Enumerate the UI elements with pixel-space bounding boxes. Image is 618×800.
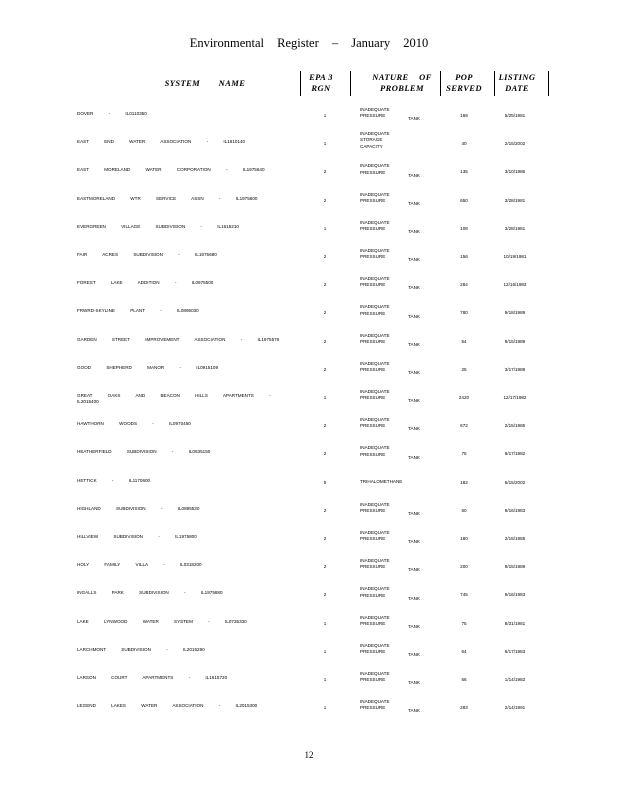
epa-region-cell: 2 [323,451,327,457]
nature-line1: INADEQUATE [360,642,390,648]
nature-line2 [360,452,420,458]
nature-line1: INADEQUATE [360,131,390,137]
epa-region-cell: 2 [323,310,327,316]
listing-date-cell: 3/10/1986 [504,169,526,175]
nature-line1: INADEQUATE [360,586,390,592]
nature-of-problem-cell [360,389,430,404]
epa-header-line2: RGN [311,83,331,93]
epa-header-line1: EPA 3 [309,72,333,82]
nature-problem-tank: TANK [408,511,420,516]
system-name-cell: FAIR ACRES SUBDIVISION - IL1975680 [77,252,217,257]
nature-problem-word: PRESSURE [360,620,386,626]
system-name-cell: LARCHMONT SUBDIVISION - IL2015290 [77,646,205,652]
epa-region-cell: 2 [323,254,327,259]
nature-problem-tank: TANK [408,426,420,432]
epa-region-cell: 1 [323,225,327,231]
listing-date-cell: 2/15/1985 [504,536,526,541]
pop-served-cell: 180 [460,536,468,541]
nature-problem-tank: TANK [408,370,420,375]
nature-of-problem-cell [360,586,430,601]
listing-header-line2: DATE [505,83,529,93]
column-divider [548,71,549,96]
nature-line2 [360,593,420,599]
pop-served-cell: 284 [460,282,468,288]
nature-line2 [360,282,420,291]
system-name-cell: LARSON COURT APARTMENTS - IL1615720 [77,675,228,680]
listing-date-cell: 9/16/1983 [504,507,526,513]
nature-problem-tank: TANK [408,567,420,573]
nature-problem-word: PRESSURE [360,197,386,203]
nature-line2 [360,508,420,514]
pop-served-cell: 60 [461,507,467,513]
pop-served-cell: 75 [461,620,467,626]
system-name-cell: EVERGREEN VILLAGE SUBDIVISION - IL1615210 [77,223,239,229]
nature-line3: CAPACITY [360,143,383,149]
listing-date-cell: 2/15/2002 [504,141,526,147]
pop-served-cell: 283 [460,705,468,711]
system-name-cell: GREAT OAKS AND BEACON HILLS APARTMENTS - IL2015400 [77,393,271,405]
nature-problem-word: PRESSURE [360,226,386,231]
pop-served-cell: 108 [460,225,468,231]
system-name-cell: FRWRD-SKYLINE PLANT - IL0895030 [77,308,199,314]
nature-line1: INADEQUATE [360,417,390,423]
column-divider [350,71,351,96]
nature-of-problem-cell [360,699,430,714]
pop-header-line1: POP [455,72,473,82]
epa-region-cell: 1 [323,395,327,400]
nature-line2 [360,564,420,573]
nature-line1: INADEQUATE [360,671,390,676]
nature-of-problem-cell [360,163,430,178]
pop-served-cell: 54 [461,338,467,344]
system-name-cell: LAKE LYNWOOD WATER SYSTEM - IL0735330 [77,618,247,624]
nature-problem-word: PRESSURE [360,677,386,683]
system-name-cell: EAST END WATER ASSOCIATION - IL1610140 [77,139,246,145]
nature-problem-tank: TANK [408,172,420,178]
nature-line2 [360,311,420,317]
nature-problem-tank: TANK [408,116,420,122]
nature-of-problem-cell [360,615,430,627]
nature-of-problem-cell [360,479,430,485]
nature-problem-tank: TANK [408,623,420,629]
epa-region-cell: 2 [323,564,327,570]
epa-region-cell: 1 [323,620,327,626]
pop-served-cell: 745 [460,592,468,598]
nature-problem-word: PRESSURE [360,508,386,513]
nature-problem-tank: TANK [408,313,420,319]
nature-problem-word: PRESSURE [360,113,386,119]
nature-line1: INADEQUATE [360,332,390,338]
pop-served-cell: 169 [460,113,468,118]
nature-line1: INADEQUATE [360,107,390,112]
nature-line2 [360,705,420,714]
system-name-cell: INGALLS PARK SUBDIVISION - IL1975880 [77,590,223,596]
nature-of-problem-cell [360,276,430,291]
nature-line2 [360,367,420,373]
nature-problem-word: PRESSURE [360,705,386,711]
column-divider [494,71,495,96]
nature-of-problem-cell [360,220,430,232]
nature-of-problem-cell [360,304,430,319]
listing-date-cell: 2/15/1985 [504,423,526,429]
nature-problem-tank: TANK [408,454,420,460]
nature-problem-tank: TANK [408,200,420,206]
epa-region-cell: 2 [323,282,327,288]
epa-region-cell: 2 [323,423,327,429]
system-name-cell: HETTICK - IL1170600 [77,477,151,483]
epa-region-cell: 2 [323,197,327,203]
listing-date-cell: 1/14/1982 [504,677,526,682]
nature-problem-tank: TANK [408,341,420,347]
nature-line1: INADEQUATE [360,248,390,253]
pop-served-cell: 2420 [458,395,470,400]
column-divider [300,71,301,96]
listing-header-line1: LISTING [498,72,536,82]
pop-served-cell: 40 [461,141,467,147]
pop-served-cell: 672 [460,423,468,429]
system-name-cell: FOREST LAKE ADDITION - IL0975500 [77,280,214,286]
nature-problem-word: PRESSURE [360,395,386,401]
epa-region-cell: 2 [323,169,327,175]
column-divider [440,71,441,96]
nature-of-problem-cell [360,417,430,432]
pop-served-cell: 64 [461,648,467,654]
nature-problem-word: PRESSURE [360,310,386,316]
listing-date-cell: 6/15/2002 [504,479,526,485]
nature-problem-tank: TANK [408,257,420,263]
epa-region-cell: 2 [323,366,327,372]
nature-problem-tank: TANK [408,229,420,234]
listing-date-cell: 10/19/1981 [503,254,527,259]
nature-problem-word: PRESSURE [360,282,386,288]
nature-line1: INADEQUATE [360,530,390,535]
pop-served-cell: 75 [461,451,467,457]
listing-date-cell: 9/15/1989 [504,564,526,570]
nature-of-problem-cell [360,530,430,545]
nature-problem-word: PRESSURE [360,254,386,260]
nature-line1: INADEQUATE [360,276,390,282]
nature-problem-word: PRESSURE [360,367,386,372]
nature-line1: INADEQUATE [360,219,390,225]
pop-served-cell: 56 [461,677,467,682]
nature-problem-word: PRESSURE [360,536,386,542]
system-name-cell: GARDEN STREET IMPROVEMENT ASSOCIATION - IL1975576 [77,336,280,342]
nature-problem-word: PRESSURE [360,564,386,570]
nature-line1: INADEQUATE [360,558,390,564]
listing-date-cell: 8/31/1981 [504,620,526,626]
nature-line2 [360,226,420,232]
page-number: 12 [304,750,314,760]
listing-date-cell: 3/28/1981 [504,225,526,231]
column-header-nature-of-problem [352,72,452,94]
listing-date-cell: 12/17/1982 [503,395,527,400]
nature-of-problem-cell [360,643,430,655]
nature-of-problem-cell [360,361,430,373]
system-name-cell: GOOD SHEPHERD MANOR - IL0915109 [77,364,219,370]
system-name-cell: LEGEND LAKES WATER ASSOCIATION - IL2015300 [77,703,258,709]
epa-region-cell: 1 [323,677,327,682]
nature-problem-word: PRESSURE [360,169,386,175]
nature-of-problem-cell [360,333,430,345]
nature-problem-tank: TANK [408,595,420,601]
system-name-cell: HEATHERFIELD SUBDIVISION - IL0635150 [77,449,211,455]
pop-served-cell: 780 [460,310,468,316]
pop-served-cell: 156 [460,254,468,259]
listing-date-cell: 9/16/1983 [504,592,526,598]
column-header-epa-region [300,72,342,94]
column-header-pop-served [440,72,488,94]
nature-line1: INADEQUATE [360,304,390,310]
nature-line2 [360,170,420,176]
nature-problem-word: PRESSURE [360,338,386,344]
nature-of-problem-cell [360,445,430,460]
listing-date-cell: 12/16/1983 [503,282,527,288]
nature-line2 [360,198,420,204]
listing-date-cell: 2/14/1991 [504,705,526,711]
column-header-system-name: SYSTEM NAME [164,78,246,88]
nature-header-line2: PROBLEM [380,83,424,93]
pop-served-cell: 25 [461,366,467,372]
nature-line1: INADEQUATE [360,699,390,705]
nature-line2: STORAGE [360,137,383,143]
nature-line1: INADEQUATE [360,445,390,451]
system-name-cell: EAST MORELAND WATER CORPORATION - IL1975640 [77,167,265,173]
system-name-cell: HAWTHORN WOODS - IL0970450 [77,421,191,427]
column-header-listing-date [494,72,540,94]
pop-served-cell: 650 [460,197,468,203]
nature-of-problem-cell [360,502,430,514]
system-name-cell: HOLY FAMILY VILLA - IL0318200 [77,562,202,568]
epa-region-cell: 1 [323,705,327,711]
epa-region-cell: 2 [323,536,327,541]
nature-of-problem-cell [360,248,430,263]
nature-line2 [360,113,420,122]
nature-of-problem-cell [360,131,430,150]
nature-problem-tank: TANK [408,285,420,291]
nature-header-line1: NATURE OF [372,72,432,82]
epa-region-cell: 1 [323,648,327,654]
epa-region-cell: 5 [323,479,327,485]
nature-line2 [360,254,420,263]
listing-date-cell: 9/18/1989 [504,310,526,316]
nature-line1: INADEQUATE [360,501,390,507]
nature-problem-tank: TANK [408,398,420,404]
nature-problem-tank: TANK [408,539,420,545]
nature-line2 [360,621,420,627]
listing-date-cell: 3/17/1989 [504,366,526,372]
nature-line2 [360,677,420,686]
epa-region-cell: 1 [323,113,327,118]
nature-line1: INADEQUATE [360,614,390,620]
epa-region-cell: 2 [323,338,327,344]
nature-of-problem-cell [360,671,430,686]
pop-served-cell: 200 [460,564,468,570]
nature-line1: INADEQUATE [360,191,390,197]
listing-date-cell: 9/17/1982 [504,451,526,457]
nature-problem-word: PRESSURE [360,649,386,654]
epa-region-cell: 1 [323,141,327,147]
listing-date-cell: 6/17/1983 [504,648,526,654]
nature-line1: INADEQUATE [360,163,390,169]
nature-of-problem-cell [360,107,430,122]
pop-served-cell: 182 [460,479,468,485]
system-name-cell: EASTMORELAND WTR SERVICE ASSN - IL1975600 [77,195,258,201]
nature-line1: INADEQUATE [360,360,390,366]
nature-line2 [360,339,420,345]
nature-problem-word: PRESSURE [360,592,386,598]
nature-problem-word: PRESSURE [360,423,386,429]
nature-of-problem-cell [360,192,430,204]
nature-problem-tank: TANK [408,708,420,714]
nature-problem-word: PRESSURE [360,451,386,457]
nature-problem-tank: TANK [408,680,420,686]
nature-line2 [360,423,420,432]
nature-of-problem-cell [360,558,430,573]
nature-line1: TRIHALOMETHANE [360,478,403,484]
system-name-cell: HILLVIEW SUBDIVISION - IL1975800 [77,534,197,539]
pop-served-cell: 135 [460,169,468,175]
system-name-cell: HIGHLAND SUBDIVISION - IL0895530 [77,505,200,511]
listing-date-cell: 5/25/1981 [504,113,526,118]
nature-line2 [360,395,420,404]
nature-line2 [360,649,420,655]
nature-problem-tank: TANK [408,652,420,657]
nature-line1: INADEQUATE [360,389,390,394]
epa-region-cell: 2 [323,592,327,598]
system-name-cell: DOVER - IL0110350 [77,111,147,116]
epa-region-cell: 2 [323,507,327,513]
listing-date-cell: 9/15/1989 [504,338,526,344]
listing-date-cell: 3/28/1981 [504,197,526,203]
page-title: Environmental Register – January 2010 [189,36,429,50]
pop-header-line2: SERVED [446,83,482,93]
nature-line2 [360,536,420,545]
